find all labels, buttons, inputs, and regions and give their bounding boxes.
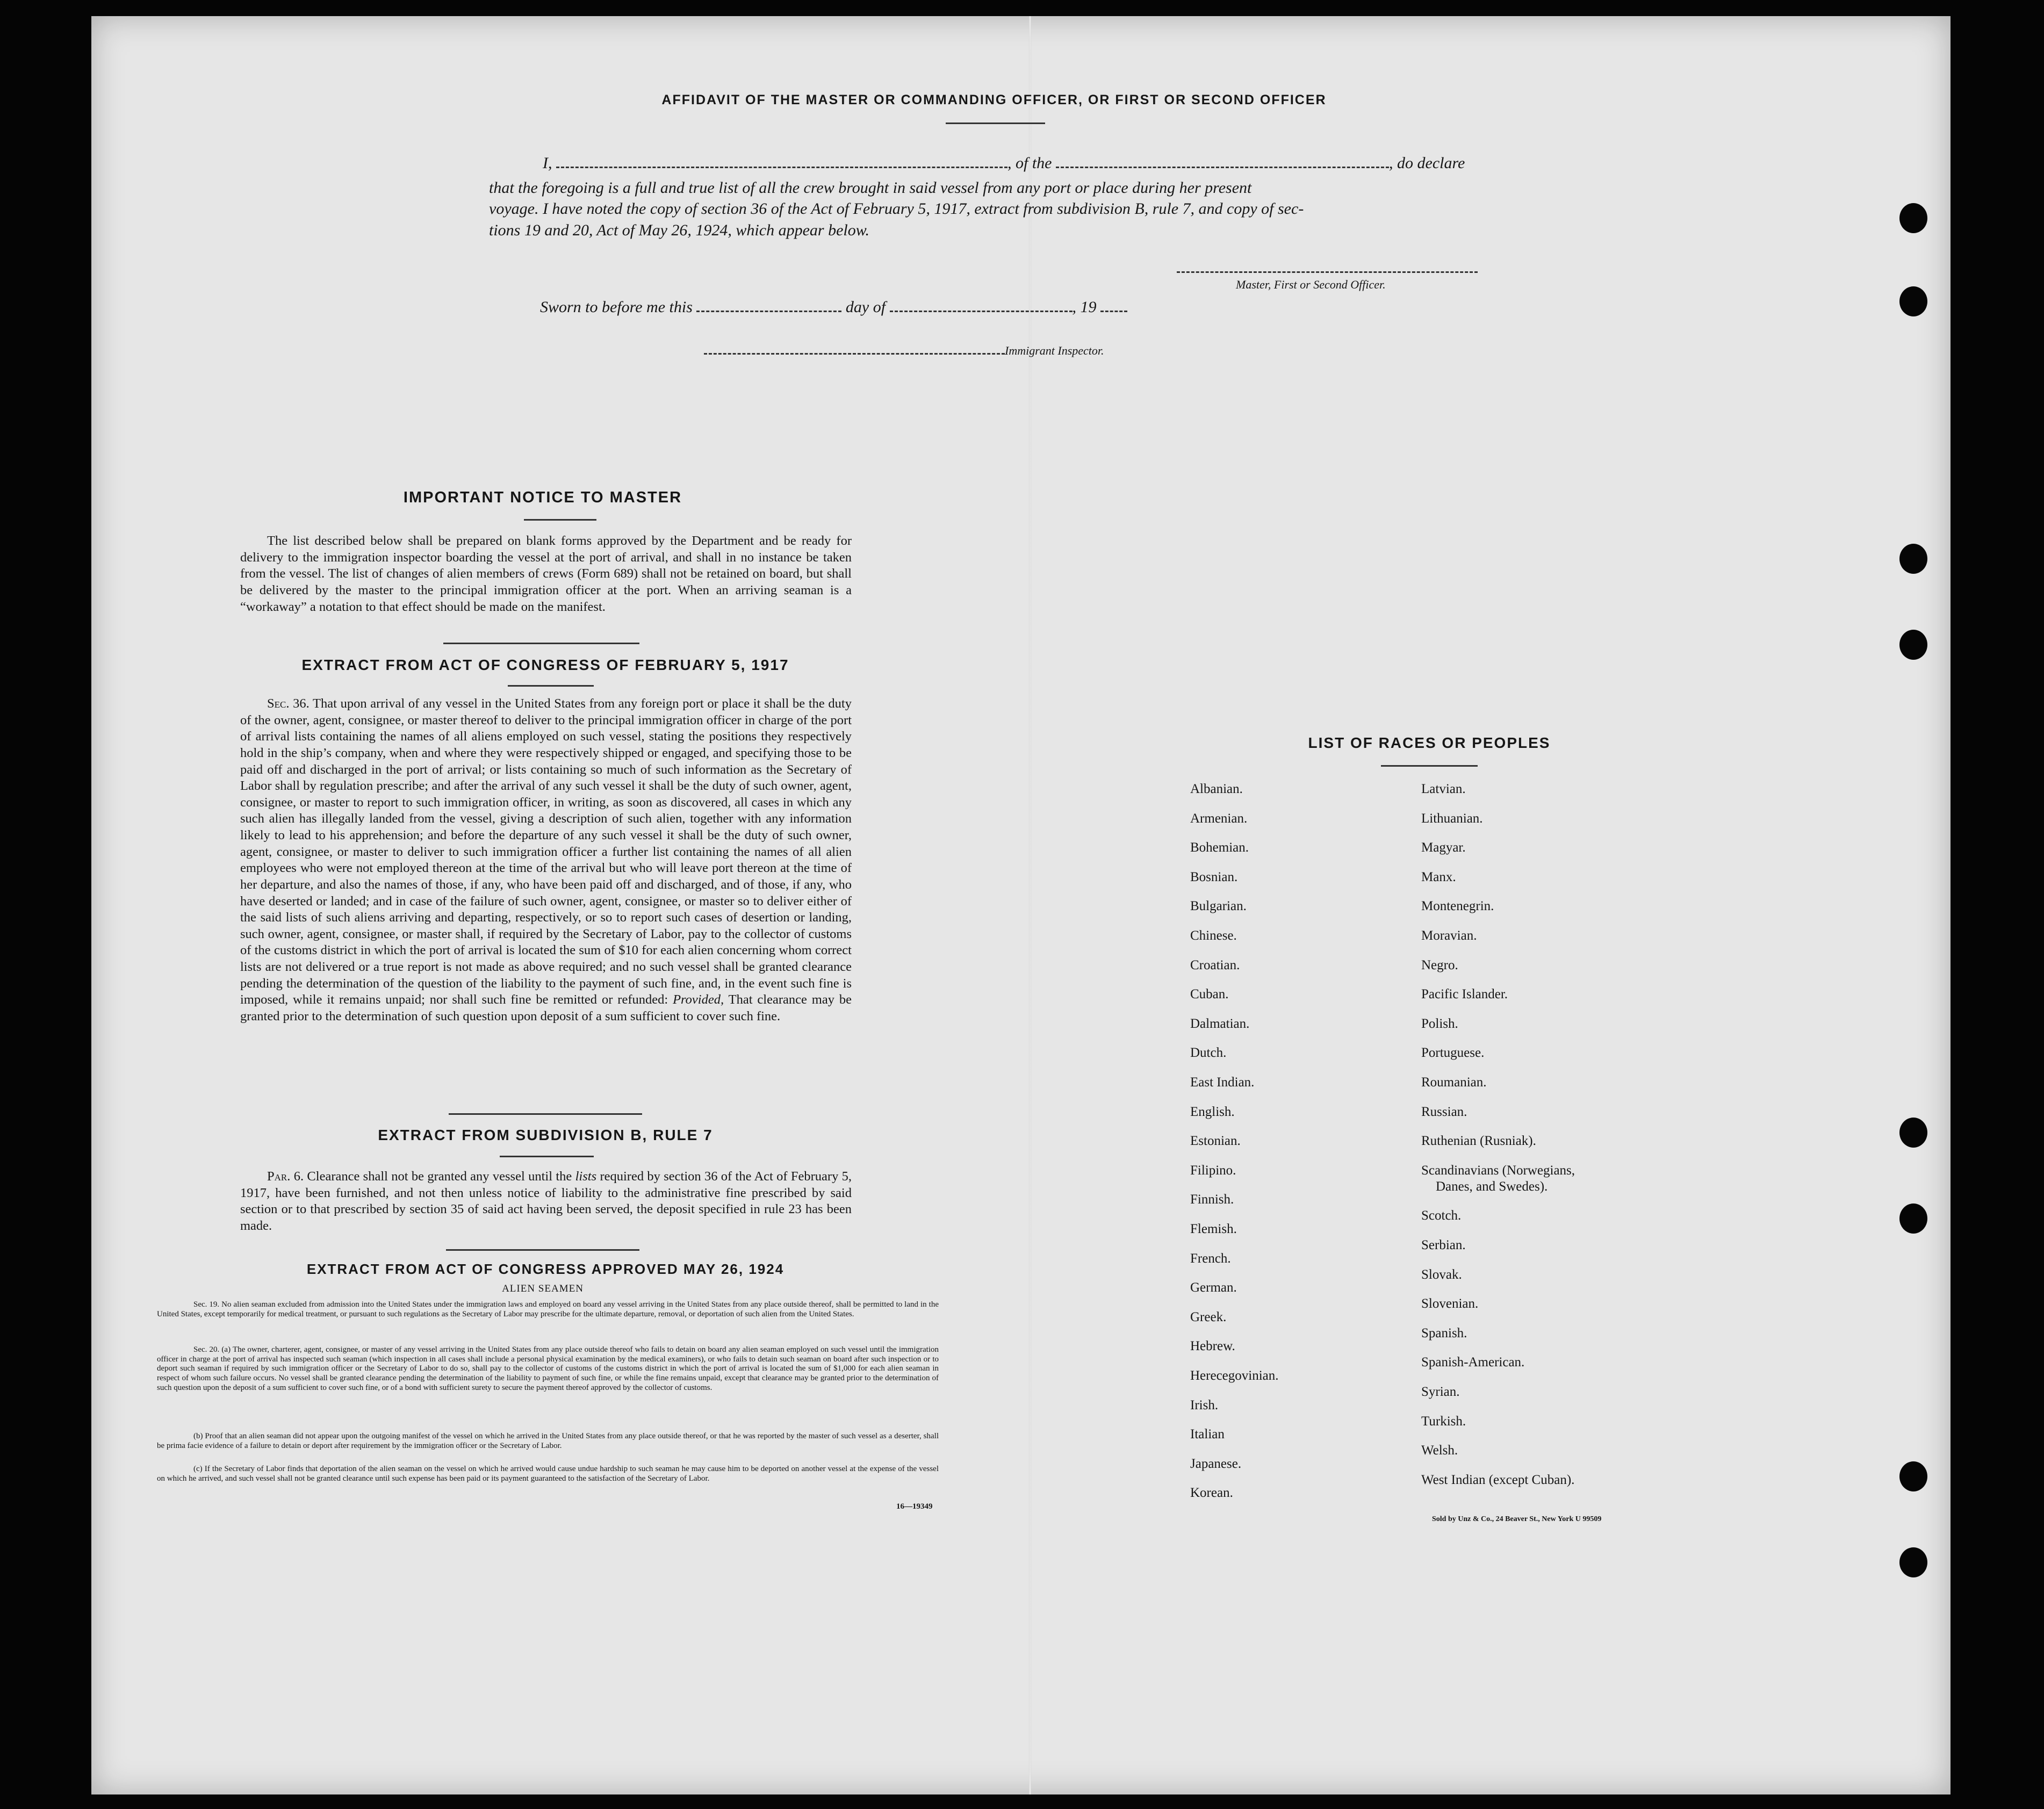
race-item: Estonian. (1190, 1134, 1241, 1149)
provided-label: Provided, (673, 992, 724, 1007)
binder-hole (1899, 286, 1927, 316)
affidavit-line-3: voyage. I have noted the copy of section 36 of the Act of February 5, 1917, extract from subdivision B, rule 7, and copy of sec- (489, 200, 1304, 218)
race-item: Bulgarian. (1190, 899, 1247, 914)
race-item: Pacific Islander. (1421, 987, 1508, 1002)
binder-hole (1899, 203, 1927, 233)
race-item: English. (1190, 1104, 1235, 1119)
affidavit-line-1 (543, 154, 1510, 172)
par-6-label: Par. 6. (267, 1169, 304, 1184)
race-item: Albanian. (1190, 782, 1243, 796)
form-number: 16—19349 (896, 1502, 933, 1511)
race-item: Lithuanian. (1421, 811, 1483, 826)
binder-hole (1899, 1547, 1927, 1577)
sec-20b-text: (b) Proof that an alien seaman did not appear upon the outgoing manifest of the vessel on which he arrived in the United States from any place outside thereof, or that he was reported by the master of such vessel as a deserter, shall be prima facie evidence of a failure to detain or deport after requirement by the immigration officer or the Secretary of Labor. (157, 1432, 939, 1450)
rule-7-title: EXTRACT FROM SUBDIVISION B, RULE 7 (378, 1127, 713, 1143)
extract-1924-title: EXTRACT FROM ACT OF CONGRESS APPROVED MAY 26, 1924 (306, 1261, 785, 1277)
race-item: Korean. (1190, 1486, 1233, 1501)
race-item: Serbian. (1421, 1238, 1466, 1252)
race-item: Moravian. (1421, 928, 1477, 943)
inspector-label: Immigrant Inspector. (1005, 344, 1104, 357)
month-field[interactable] (890, 311, 1073, 312)
section-divider (443, 643, 639, 644)
race-item: Magyar. (1421, 840, 1466, 855)
page-fold (1029, 16, 1031, 1794)
race-item: Italian (1190, 1427, 1225, 1442)
race-item: Irish. (1190, 1397, 1219, 1412)
printer-credit: Sold by Unz & Co., 24 Beaver St., New York U 99509 (1432, 1515, 1602, 1523)
race-item: Herecegovinian. (1190, 1368, 1279, 1383)
affidavit-line-4: tions 19 and 20, Act of May 26, 1924, which appear below. (489, 221, 870, 239)
race-item: Bohemian. (1190, 840, 1249, 855)
sec-20a-text: Sec. 20. (a) The owner, charterer, agent, consignee, or master of any vessel arriving in the United States from any place outside thereof who fails to detain on board any alien seaman employed on such vessel until the immigration officer in charge at the port of arrival has inspected such seaman (which inspection in all cases shall include a personal physical examination by the medical examiners), or who fails to detain such seaman on board after such inspection or to deport such seaman if required by such immigration officer or the Secretary of Labor to do so, shall pay to the collector of customs of the customs district in which the port of arrival is located the sum of $1,000 for each alien seaman in respect of whom such failure occurs. No vessel shall be granted clearance pending the determination of the liability to payment of such fine, or while the fine remains unpaid, except that clearance may be granted prior to the determination of such question upon the deposit of a sum sufficient to cover such fine, or of a bond with sufficient surety to secure the payment thereof approved by the collector of customs. (157, 1345, 939, 1392)
par-6-body-b: required by section 36 of the Act of February 5, 1917, have been furnished, and not then unless notice of liability to the administrative fine prescribed by said section or to that prescribed by section 35 of said act having been served, the deposit specified in rule 23 has been made. (240, 1169, 852, 1233)
sec-36-end: That clearance may be granted prior to the determination of such question upon deposit of a sum sufficient to cover such fine. (240, 992, 852, 1024)
signature-label: Master, First or Second Officer. (1236, 278, 1386, 291)
rule-7-text (240, 1169, 852, 1235)
vessel-field[interactable] (1056, 167, 1389, 168)
sworn-line (540, 298, 1127, 316)
notice-text (240, 533, 852, 615)
notice-title: IMPORTANT NOTICE TO MASTER (403, 489, 682, 506)
race-item: Negro. (1421, 957, 1458, 972)
signature-line[interactable] (1177, 271, 1478, 273)
race-item: Slovenian. (1421, 1296, 1479, 1311)
extract-1917-text (240, 696, 852, 1025)
declare-label: , do declare (1389, 154, 1465, 172)
binder-hole (1899, 1118, 1927, 1148)
race-item: Scotch. (1421, 1208, 1462, 1223)
race-item: Montenegrin. (1421, 899, 1494, 914)
sec-36-label: Sec. 36. (267, 696, 310, 711)
races-title: LIST OF RACES OR PEOPLES (1308, 734, 1551, 751)
race-item: Chinese. (1190, 928, 1237, 943)
sworn-label: Sworn to before me this (540, 298, 693, 316)
year-field[interactable] (1100, 311, 1127, 312)
alien-seamen-subtitle: ALIEN SEAMEN (502, 1283, 584, 1294)
title-rule (946, 122, 1045, 124)
race-item: Roumanian. (1421, 1075, 1487, 1090)
affidavit-line-2: that the foregoing is a full and true list of all the crew brought in said vessel from any port or place during her present (489, 179, 1252, 197)
race-item: Dutch. (1190, 1046, 1227, 1061)
race-item: Dalmatian. (1190, 1016, 1250, 1031)
race-item: Hebrew. (1190, 1339, 1235, 1354)
race-item: Russian. (1421, 1104, 1467, 1119)
race-item: Croatian. (1190, 957, 1240, 972)
race-item: Latvian. (1421, 782, 1466, 796)
section-divider (449, 1113, 642, 1115)
race-item: Danes, and Swedes). (1436, 1179, 1548, 1194)
binder-hole (1899, 544, 1927, 574)
day-field[interactable] (696, 311, 841, 312)
notice-body: The list described below shall be prepared on blank forms approved by the Department and be ready for delivery to the immigration inspector boarding the vessel at the port of arrival, and shall in no instance be taken from the vessel. The list of changes of alien members of crews (Form 689) shall not be retained on board, but shall be delivered by the master to the principal immigration officer at the port. When an arriving seaman is a “workaway” a notation to that effect should be made on the manifest. (240, 534, 852, 614)
race-item: Slovak. (1421, 1267, 1462, 1282)
extract-1917-title: EXTRACT FROM ACT OF CONGRESS OF FEBRUARY 5, 1917 (301, 657, 789, 673)
race-item: East Indian. (1190, 1075, 1255, 1090)
extract-1917-rule (508, 685, 594, 687)
race-item: Flemish. (1190, 1222, 1237, 1236)
inspector-field[interactable] (704, 353, 1005, 355)
section-divider (446, 1249, 639, 1251)
par-6-body-a: Clearance shall not be granted any vessel until the (307, 1169, 572, 1184)
race-item: Filipino. (1190, 1163, 1236, 1178)
races-rule (1381, 765, 1478, 767)
race-item: Armenian. (1190, 811, 1248, 826)
race-item: Greek. (1190, 1309, 1227, 1324)
affidavit-title: AFFIDAVIT OF THE MASTER OR COMMANDING OFFICER, OR FIRST OR SECOND OFFICER (661, 92, 1327, 107)
race-item: Ruthenian (Rusniak). (1421, 1134, 1536, 1149)
binder-hole (1899, 630, 1927, 660)
race-item: Portuguese. (1421, 1046, 1485, 1061)
rule-7-rule (500, 1156, 594, 1157)
race-item: Finnish. (1190, 1192, 1234, 1207)
race-item: Manx. (1421, 869, 1456, 884)
race-item: Spanish. (1421, 1325, 1467, 1340)
race-item: Japanese. (1190, 1456, 1242, 1471)
name-field[interactable] (556, 167, 1007, 168)
race-item: Welsh. (1421, 1443, 1458, 1458)
binder-hole (1899, 1461, 1927, 1491)
sec-19-text: Sec. 19. No alien seaman excluded from admission into the United States under the immigration laws and employed on board any vessel arriving in the United States from any place outside thereof, shall be permitted to land in the United States, except temporarily for medical treatment, or pursuant to such regulations as the Secretary of Labor may prescribe for the ultimate departure, removal, or deportation of such alien from the United States. (157, 1300, 939, 1318)
race-item: Spanish-American. (1421, 1355, 1525, 1370)
race-item: Turkish. (1421, 1414, 1466, 1429)
inspector-line (704, 344, 1104, 358)
race-item: German. (1190, 1280, 1237, 1295)
race-item: Scandinavians (Norwegians, (1421, 1163, 1575, 1178)
year-label: , 19 (1072, 298, 1097, 316)
sec-20c-text: (c) If the Secretary of Labor finds that deportation of the alien seaman on the vessel on which he arrived would cause undue hardship to such seaman he may cause him to be deported on another vessel at the expense of the vessel on which he arrived, and such vessel shall not be granted clearance until such expense has been paid or its payment guaranteed to the satisfaction of the Secretary of Labor. (157, 1465, 939, 1483)
of-the-label: , of the (1007, 154, 1052, 172)
race-item: French. (1190, 1251, 1231, 1266)
race-item: West Indian (except Cuban). (1421, 1472, 1575, 1487)
lists-word: lists (575, 1169, 597, 1184)
i-label: I, (543, 154, 552, 172)
day-of-label: day of (845, 298, 886, 316)
race-item: Cuban. (1190, 987, 1229, 1002)
sec-36-body: That upon arrival of any vessel in the United States from any foreign port or place it shall be the duty of the owner, agent, consignee, or master thereof to deliver to the principal immigration officer in charge of the port of arrival lists containing the names of all aliens employed on such vessel, stating the positions they respectively hold in the ship’s company, when and where they were respectively shipped or engaged, and specifying those to be paid off and discharged in the port of arrival; or lists containing so much of such information as the Secretary of Labor shall by regulation prescribe; and after the arrival of any such vessel it shall be the duty of such owner, agent, consignee, or master to report to such immigration officer, in writing, as soon as discovered, all cases in which any such alien has illegally landed from the vessel, giving a description of such alien, together with any information likely to lead to his apprehension; and before the departure of any such vessel it shall be the duty of such owner, agent, consignee, or master to deliver to such immigration officer a further list containing the names of all alien employees who were not employed thereon at the time of the arrival but who will leave port thereon at the time of her departure, and also the names of those, if any, who have been paid off and discharged, and of those, if any, who have deserted or landed; and in case of the failure of such owner, agent, consignee, or master so to deliver either of the said lists of such aliens arriving and departing, respectively, or so to report such cases of desertion or landing, such owner, agent, consignee, or master shall, if required by the Secretary of Labor, pay to the collector of customs of the customs district in which the port of arrival is located the sum of $10 for each alien concerning whom correct lists are not delivered or a true report is not made as above required; and no such vessel shall be granted clearance pending the determination of the question of the liability to the payment of such fine, and, in the event such fine is imposed, while it remains unpaid; nor shall such fine be remitted or refunded: (240, 696, 852, 1007)
binder-hole (1899, 1203, 1927, 1234)
race-item: Polish. (1421, 1016, 1458, 1031)
race-item: Syrian. (1421, 1385, 1460, 1399)
notice-rule (524, 519, 596, 521)
race-item: Bosnian. (1190, 869, 1238, 884)
